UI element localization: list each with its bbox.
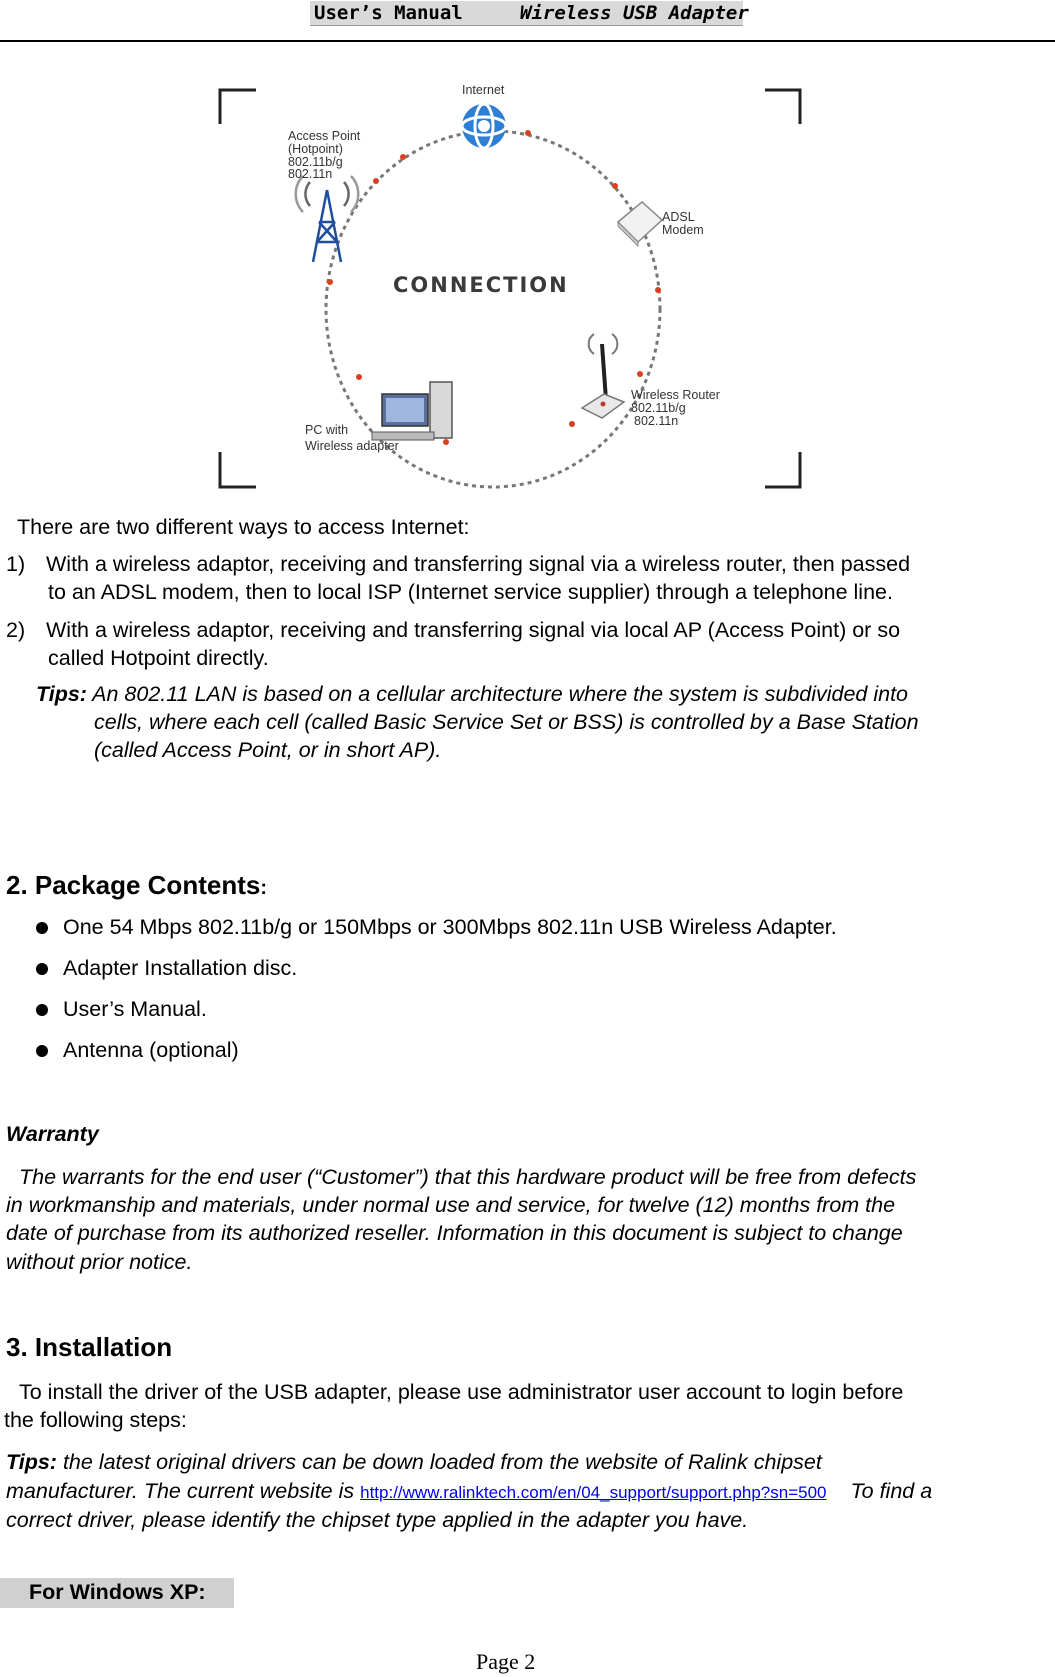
intro-item1-line1: With a wireless adaptor, receiving and transferring signal via a wireless router, then passed	[46, 552, 911, 576]
warranty-line2: in workmanship and materials, under normal use and service, for twelve (12) months from the	[6, 1193, 896, 1217]
package-heading	[6, 870, 267, 901]
intro-tips-text1: An 802.11 LAN is based on a cellular architecture where the system is subdivided into	[92, 682, 909, 706]
bullet-dot	[36, 1004, 48, 1016]
intro-item2-number: 2)	[6, 618, 26, 642]
adsl-modem-icon	[618, 202, 662, 246]
warranty-heading: Warranty	[6, 1122, 99, 1146]
access-point-label-2: (Hotpoint)	[288, 142, 343, 156]
header-manual-title: User’s Manual	[314, 2, 463, 24]
bullet-dot	[36, 963, 48, 975]
installation-tips-line2	[6, 1477, 932, 1507]
corner-bracket-br	[765, 452, 800, 487]
installation-tips-line3: correct driver, please identify the chipset type applied in the adapter you have.	[6, 1508, 749, 1532]
intro-tips-line3: (called Access Point, or in short AP).	[94, 738, 442, 762]
intro-item2-line2: called Hotpoint directly.	[48, 646, 269, 670]
internet-label: Internet	[462, 83, 505, 97]
bullet-dot	[36, 922, 48, 934]
package-item: User’s Manual.	[63, 997, 207, 1021]
windows-xp-heading: For Windows XP:	[29, 1580, 206, 1604]
installation-tips-text2-post: To find a	[850, 1479, 933, 1503]
internet-globe-icon	[462, 104, 506, 148]
intro-item2-line1: With a wireless adaptor, receiving and transferring signal via local AP (Access Point) or so	[46, 618, 901, 642]
connection-diagram	[210, 82, 860, 502]
router-label-1: Wireless Router	[631, 388, 720, 402]
installation-tips-line1	[6, 1448, 822, 1477]
intro-item1-number: 1)	[6, 552, 26, 576]
installation-tips-text2: manufacturer. The current website is	[6, 1479, 355, 1503]
connection-title: CONNECTION	[393, 273, 569, 297]
package-item: Adapter Installation disc.	[63, 956, 298, 980]
bullet-dot	[36, 1045, 48, 1057]
installation-line2: the following steps:	[4, 1408, 187, 1432]
adsl-label-2: Modem	[662, 223, 704, 237]
access-point-label-4: 802.11n	[288, 167, 333, 181]
package-item: One 54 Mbps 802.11b/g or 150Mbps or 300Mbps 802.11n USB Wireless Adapter.	[63, 915, 837, 939]
wireless-router-icon	[582, 334, 624, 418]
intro-tips-label: Tips:	[36, 682, 87, 706]
router-label-3: 802.11n	[634, 414, 679, 428]
access-point-label-3: 802.11b/g	[288, 155, 343, 169]
warranty-line1: The warrants for the end user (“Customer”) that this hardware product will be free from defects	[19, 1165, 917, 1189]
pc-with-adapter-icon	[372, 382, 452, 440]
installation-line1: To install the driver of the USB adapter, please use administrator user account to login before	[19, 1380, 904, 1404]
intro-tips-line2: cells, where each cell (called Basic Service Set or BSS) is controlled by a Base Station	[94, 710, 919, 734]
intro-item1-line2: to an ADSL modem, then to local ISP (Internet service supplier) through a telephone line.	[48, 580, 893, 604]
page-number: Page 2	[476, 1649, 536, 1674]
installation-heading: 3. Installation	[6, 1332, 173, 1362]
corner-bracket-bl	[220, 452, 256, 487]
header-rule	[0, 40, 1055, 42]
warranty-line4: without prior notice.	[6, 1250, 193, 1274]
corner-bracket-tl	[220, 90, 256, 124]
adsl-label-1: ADSL	[662, 210, 695, 224]
page-header	[0, 0, 1055, 44]
intro-lead: There are two different ways to access Internet:	[17, 515, 470, 539]
ralink-support-link[interactable]: http://www.ralinktech.com/en/04_support/support.php?sn=500	[360, 1483, 827, 1502]
router-label-2: 802.11b/g	[631, 401, 686, 415]
package-item: Antenna (optional)	[63, 1038, 239, 1062]
installation-tips-text1: the latest original drivers can be down loaded from the website of Ralink chipset	[62, 1450, 822, 1474]
header-product-title: Wireless USB Adapter	[520, 2, 749, 24]
access-point-label-1: Access Point	[288, 129, 361, 143]
package-heading-text: 2. Package Contents	[6, 870, 261, 900]
warranty-line3: date of purchase from its authorized reseller. Information in this document is subject to change	[6, 1221, 903, 1245]
pc-label-2: Wireless adapter	[305, 439, 399, 453]
pc-label-1: PC with	[305, 423, 349, 437]
corner-bracket-tr	[765, 90, 800, 124]
intro-tips-line1	[36, 680, 908, 709]
package-heading-colon: :	[260, 877, 267, 899]
installation-tips-label: Tips:	[6, 1450, 57, 1474]
